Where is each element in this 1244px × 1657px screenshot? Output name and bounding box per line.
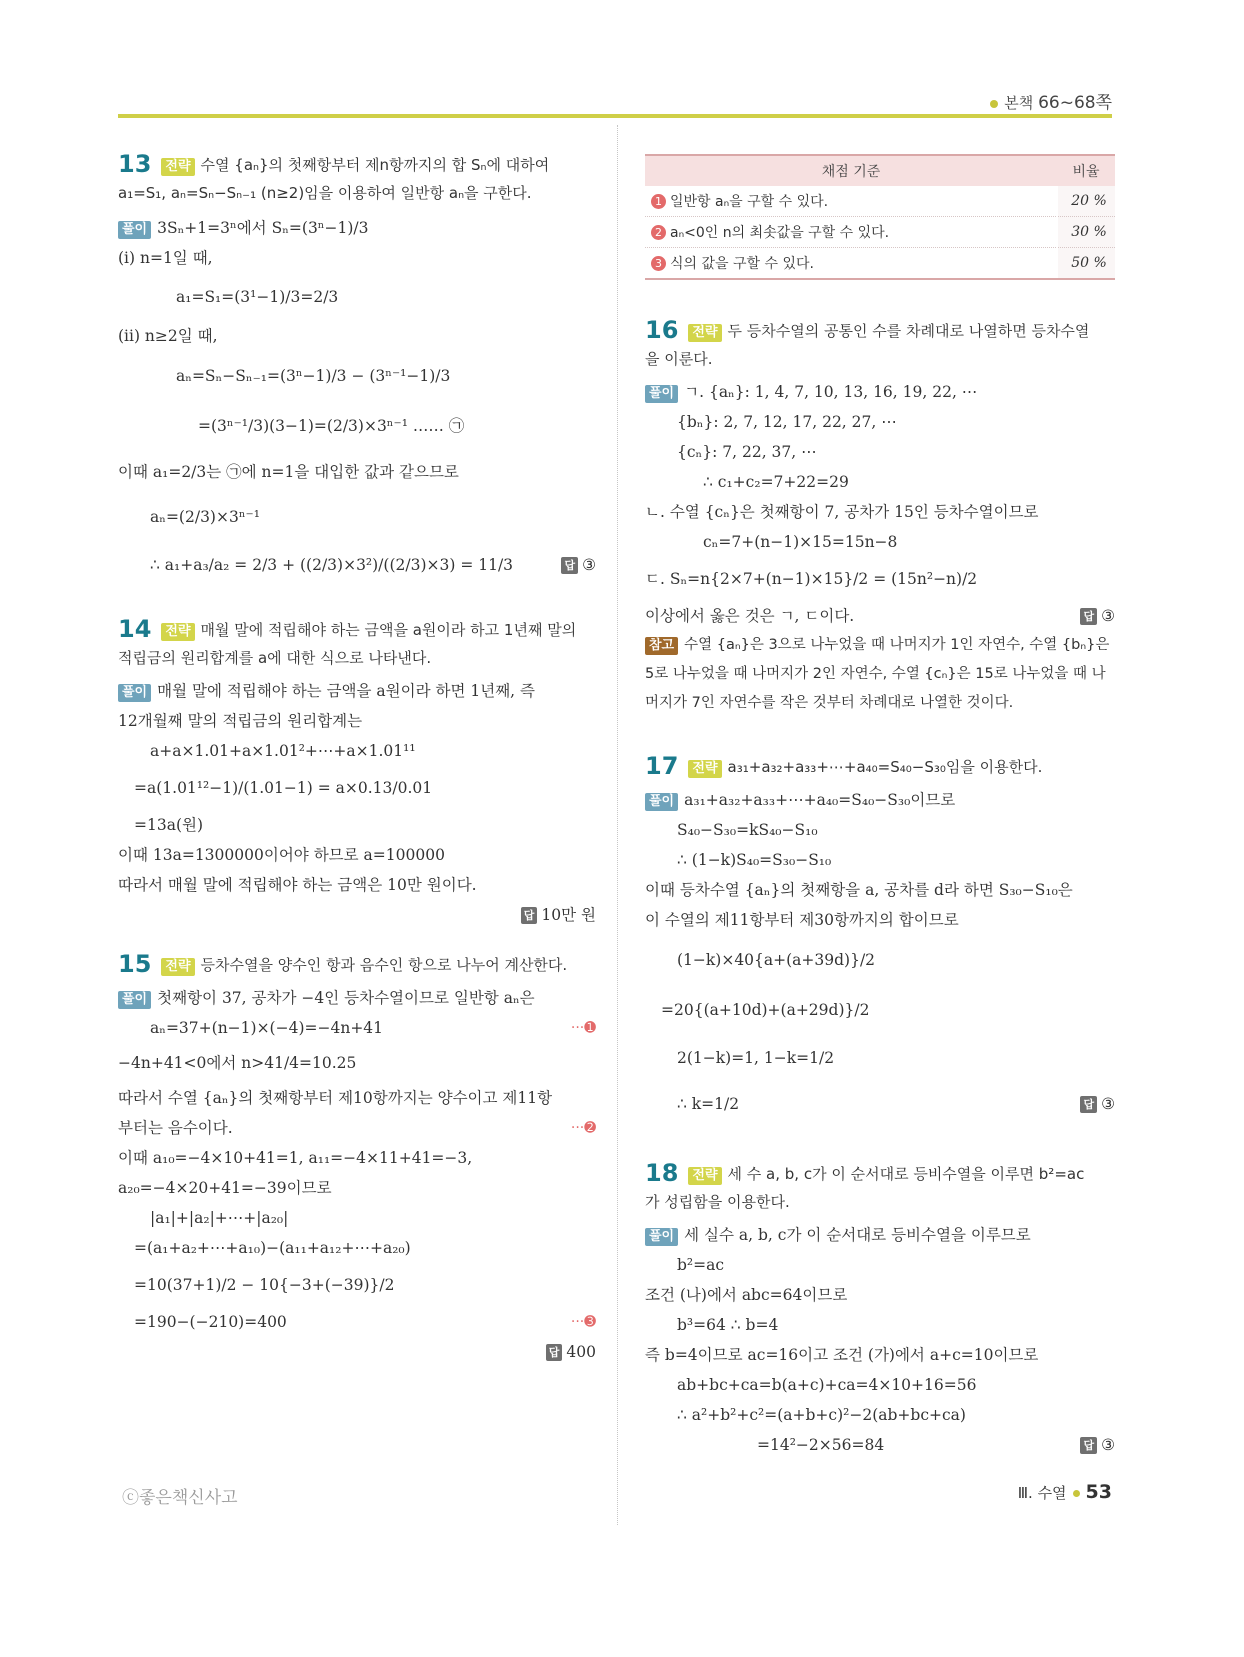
answer-value: 400 bbox=[566, 1343, 596, 1361]
step-number-icon: 2 bbox=[651, 225, 666, 240]
solution-line: 이때 13a=1300000이어야 하므로 a=100000 bbox=[118, 846, 445, 864]
answer-value: 10만 원 bbox=[541, 906, 596, 924]
solution-tag: 풀이 bbox=[645, 1228, 678, 1246]
solution-line: 즉 b=4이므로 ac=16이고 조건 (가)에서 a+c=10이므로 bbox=[645, 1346, 1039, 1364]
solution-line: =20{(a+10d)+(a+29d)}/2 bbox=[661, 1001, 870, 1019]
step-number-icon: 1 bbox=[651, 194, 666, 209]
solution-line: 3Sₙ+1=3ⁿ에서 Sₙ=(3ⁿ−1)/3 bbox=[157, 219, 369, 237]
solution-line: 부터는 음수이다. bbox=[118, 1119, 233, 1137]
solution-line: 이상에서 옳은 것은 ㄱ, ㄷ이다. bbox=[645, 607, 855, 625]
scoring-row: 1 일반항 aₙ을 구할 수 있다. 20 % bbox=[645, 186, 1115, 217]
solution-line: 12개월째 말의 적립금의 원리합계는 bbox=[118, 712, 363, 730]
problem-14 bbox=[118, 615, 596, 930]
problem-number: 18 bbox=[645, 1159, 679, 1187]
answer-value: ③ bbox=[1101, 1436, 1115, 1454]
strategy-tag: 전략 bbox=[688, 760, 721, 778]
ratio-header: 비율 bbox=[1057, 155, 1115, 186]
solution-line: ∴ a²+b²+c²=(a+b+c)²−2(ab+bc+ca) bbox=[677, 1406, 966, 1424]
strategy-tag: 전략 bbox=[688, 324, 721, 342]
strategy-tag: 전략 bbox=[161, 958, 194, 976]
strategy-tag: 전략 bbox=[161, 623, 194, 641]
reference-text: 수열 {aₙ}은 3으로 나누었을 때 나머지가 1인 자연수, 수열 {bₙ}은 5로 나누었을 때 나머지가 2인 자연수, 수열 {cₙ}은 15로 나누었을 때 나머지가 7인 자연수를 작은 것부터 차례대로 나열한 것이다. bbox=[645, 637, 1110, 711]
solution-line: (ii) n≥2일 때, bbox=[118, 327, 218, 345]
solution-line: cₙ=7+(n−1)×15=15n−8 bbox=[703, 533, 898, 551]
reference-tag: 참고 bbox=[645, 637, 678, 655]
solution-tag: 풀이 bbox=[118, 991, 151, 1009]
strategy-text: 매월 말에 적립해야 하는 금액을 a원이라 하고 1년째 말의 bbox=[200, 621, 577, 639]
page-number: 53 bbox=[1085, 1481, 1112, 1503]
solution-line: =a(1.01¹²−1)/(1.01−1) = a×0.13/0.01 bbox=[134, 779, 433, 797]
problem-18 bbox=[645, 1159, 1115, 1460]
scoring-header-row bbox=[645, 155, 1115, 186]
answer-tag: 답 bbox=[1080, 608, 1097, 625]
solution-tag: 풀이 bbox=[118, 221, 151, 239]
solution-line: =(3ⁿ⁻¹/3)(3−1)=(2/3)×3ⁿ⁻¹ …… ㉠ bbox=[198, 417, 465, 435]
solution-line: =10(37+1)/2 − 10{−3+(−39)}/2 bbox=[134, 1276, 395, 1294]
solution-line: 세 실수 a, b, c가 이 순서대로 등비수열을 이루므로 bbox=[684, 1226, 1031, 1244]
solution-line: (1−k)×40{a+(a+39d)}/2 bbox=[677, 951, 876, 969]
solution-line: 첫째항이 37, 공차가 −4인 등차수열이므로 일반항 aₙ은 bbox=[157, 989, 535, 1007]
solution-line: S₄₀−S₃₀=kS₄₀−S₁₀ bbox=[677, 821, 818, 839]
solution-line: aₙ=37+(n−1)×(−4)=−4n+41 bbox=[150, 1019, 384, 1037]
solution-line: =190−(−210)=400 bbox=[134, 1313, 287, 1331]
answer-tag: 답 bbox=[546, 1344, 563, 1361]
solution-line: a₂₀=−4×20+41=−39이므로 bbox=[118, 1179, 332, 1197]
solution-line: 이때 a₁₀=−4×10+41=1, a₁₁=−4×11+41=−3, bbox=[118, 1149, 473, 1167]
solution-line: −4n+41<0에서 n>41/4=10.25 bbox=[118, 1054, 357, 1072]
problem-16 bbox=[645, 316, 1115, 718]
criteria-header: 채점 기준 bbox=[645, 155, 1057, 186]
solution-line: ∴ c₁+c₂=7+22=29 bbox=[703, 473, 849, 491]
solution-tag: 풀이 bbox=[645, 385, 678, 403]
strategy-text-cont: a₁=S₁, aₙ=Sₙ−Sₙ₋₁ (n≥2)임을 이용하여 일반항 aₙ을 구한다. bbox=[118, 184, 532, 202]
bullet-dot-icon bbox=[1073, 1490, 1080, 1497]
answer-tag: 답 bbox=[561, 557, 578, 574]
problem-number: 17 bbox=[645, 752, 679, 780]
solution-line: |a₁|+|a₂|+⋯+|a₂₀| bbox=[150, 1209, 289, 1227]
problem-15 bbox=[118, 950, 596, 1367]
solution-line: 이때 등차수열 {aₙ}의 첫째항을 a, 공차를 d라 하면 S₃₀−S₁₀은 bbox=[645, 881, 1073, 899]
solution-tag: 풀이 bbox=[118, 684, 151, 702]
problem-13 bbox=[118, 150, 596, 589]
solution-line: b²=ac bbox=[677, 1256, 725, 1274]
answer-tag: 답 bbox=[521, 907, 538, 924]
solution-tag: 풀이 bbox=[645, 793, 678, 811]
solution-line: =14²−2×56=84 bbox=[757, 1436, 885, 1454]
scoring-row: 3 식의 값을 구할 수 있다. 50 % bbox=[645, 248, 1115, 280]
solution-line: (i) n=1일 때, bbox=[118, 249, 213, 267]
solution-line: ㄷ. Sₙ=n{2×7+(n−1)×15}/2 = (15n²−n)/2 bbox=[645, 570, 978, 588]
step-marker-3: ···➌ bbox=[570, 1314, 596, 1330]
strategy-text: 두 등차수열의 공통인 수를 차례대로 나열하면 등차수열 bbox=[727, 322, 1090, 340]
strategy-text: 세 수 a, b, c가 이 순서대로 등비수열을 이루면 b²=ac bbox=[727, 1165, 1085, 1183]
solution-line: =13a(원) bbox=[134, 816, 204, 834]
step-number-icon: 3 bbox=[651, 256, 666, 271]
step-marker-2: ···➋ bbox=[570, 1120, 596, 1136]
problem-number: 16 bbox=[645, 316, 679, 344]
strategy-tag: 전략 bbox=[161, 158, 194, 176]
strategy-text: 등차수열을 양수인 항과 음수인 항으로 나누어 계산한다. bbox=[200, 956, 568, 974]
copyright: ⓒ좋은책신사고 bbox=[122, 1488, 238, 1508]
solution-line: ab+bc+ca=b(a+c)+ca=4×10+16=56 bbox=[677, 1376, 977, 1394]
right-column bbox=[645, 150, 1115, 1460]
solution-line: 조건 (나)에서 abc=64이므로 bbox=[645, 1286, 848, 1304]
solution-line: 매월 말에 적립해야 하는 금액을 a원이라 하면 1년째, 즉 bbox=[157, 682, 536, 700]
solution-line: aₙ=(2/3)×3ⁿ⁻¹ bbox=[150, 508, 260, 526]
strategy-tag: 전략 bbox=[688, 1167, 721, 1185]
solution-line: a₁=S₁=(3¹−1)/3=2/3 bbox=[176, 288, 339, 306]
solution-line: 따라서 매월 말에 적립해야 하는 금액은 10만 원이다. bbox=[118, 876, 477, 894]
solution-line: ∴ (1−k)S₄₀=S₃₀−S₁₀ bbox=[677, 851, 832, 869]
column-divider bbox=[617, 125, 618, 1525]
strategy-text-cont: 을 이룬다. bbox=[645, 350, 713, 368]
problem-number: 15 bbox=[118, 950, 152, 978]
solution-line: a+a×1.01+a×1.01²+⋯+a×1.01¹¹ bbox=[150, 742, 416, 760]
strategy-text: a₃₁+a₃₂+a₃₃+⋯+a₄₀=S₄₀−S₃₀임을 이용한다. bbox=[727, 758, 1043, 776]
answer-value: ③ bbox=[1101, 1095, 1115, 1113]
solution-line: a₃₁+a₃₂+a₃₃+⋯+a₄₀=S₄₀−S₃₀이므로 bbox=[684, 791, 956, 809]
solution-line: 2(1−k)=1, 1−k=1/2 bbox=[677, 1049, 835, 1067]
solution-line: b³=64 ∴ b=4 bbox=[677, 1316, 779, 1334]
problem-number: 13 bbox=[118, 150, 152, 178]
solution-line: ∴ a₁+a₃/a₂ = 2/3 + ((2/3)×3²)/((2/3)×3) = 11/3 bbox=[150, 556, 514, 574]
solution-line: aₙ=Sₙ−Sₙ₋₁=(3ⁿ−1)/3 − (3ⁿ⁻¹−1)/3 bbox=[176, 367, 451, 385]
solution-line: ∴ k=1/2 bbox=[677, 1095, 740, 1113]
strategy-text: 수열 {aₙ}의 첫째항부터 제n항까지의 합 Sₙ에 대하여 bbox=[200, 156, 550, 174]
answer-tag: 답 bbox=[1080, 1096, 1097, 1113]
solution-line: 따라서 수열 {aₙ}의 첫째항부터 제10항까지는 양수이고 제11항 bbox=[118, 1089, 553, 1107]
solution-line: {bₙ}: 2, 7, 12, 17, 22, 27, ⋯ bbox=[677, 413, 897, 431]
chapter-label: Ⅲ. 수열 bbox=[1017, 1484, 1067, 1502]
scoring-table bbox=[645, 154, 1115, 280]
problem-number: 14 bbox=[118, 615, 152, 643]
header-rule bbox=[118, 114, 1112, 118]
page-reference: 본책 66~68쪽 bbox=[990, 88, 1112, 113]
solution-line: 이때 a₁=2/3는 ㉠에 n=1을 대입한 값과 같으므로 bbox=[118, 463, 459, 481]
scoring-row: 2 aₙ<0인 n의 최솟값을 구할 수 있다. 30 % bbox=[645, 217, 1115, 248]
solution-line: =(a₁+a₂+⋯+a₁₀)−(a₁₁+a₁₂+⋯+a₂₀) bbox=[134, 1239, 411, 1257]
step-marker-1: ···➊ bbox=[570, 1020, 596, 1036]
answer-value: ③ bbox=[1101, 607, 1115, 625]
bullet-dot-icon bbox=[990, 100, 998, 108]
solution-line: ㄱ. {aₙ}: 1, 4, 7, 10, 13, 16, 19, 22, ⋯ bbox=[684, 383, 978, 401]
solution-line: ㄴ. 수열 {cₙ}은 첫째항이 7, 공차가 15인 등차수열이므로 bbox=[645, 503, 1039, 521]
solution-line: 이 수열의 제11항부터 제30항까지의 합이므로 bbox=[645, 911, 959, 929]
left-column bbox=[118, 150, 596, 1367]
strategy-text-cont: 적립금의 원리합계를 a에 대한 식으로 나타낸다. bbox=[118, 649, 432, 667]
problem-17 bbox=[645, 752, 1115, 1127]
page-footer bbox=[1018, 1481, 1112, 1503]
solution-line: {cₙ}: 7, 22, 37, ⋯ bbox=[677, 443, 817, 461]
answer-tag: 답 bbox=[1080, 1437, 1097, 1454]
answer-value: ③ bbox=[582, 556, 596, 574]
strategy-text-cont: 가 성립함을 이용한다. bbox=[645, 1193, 790, 1211]
